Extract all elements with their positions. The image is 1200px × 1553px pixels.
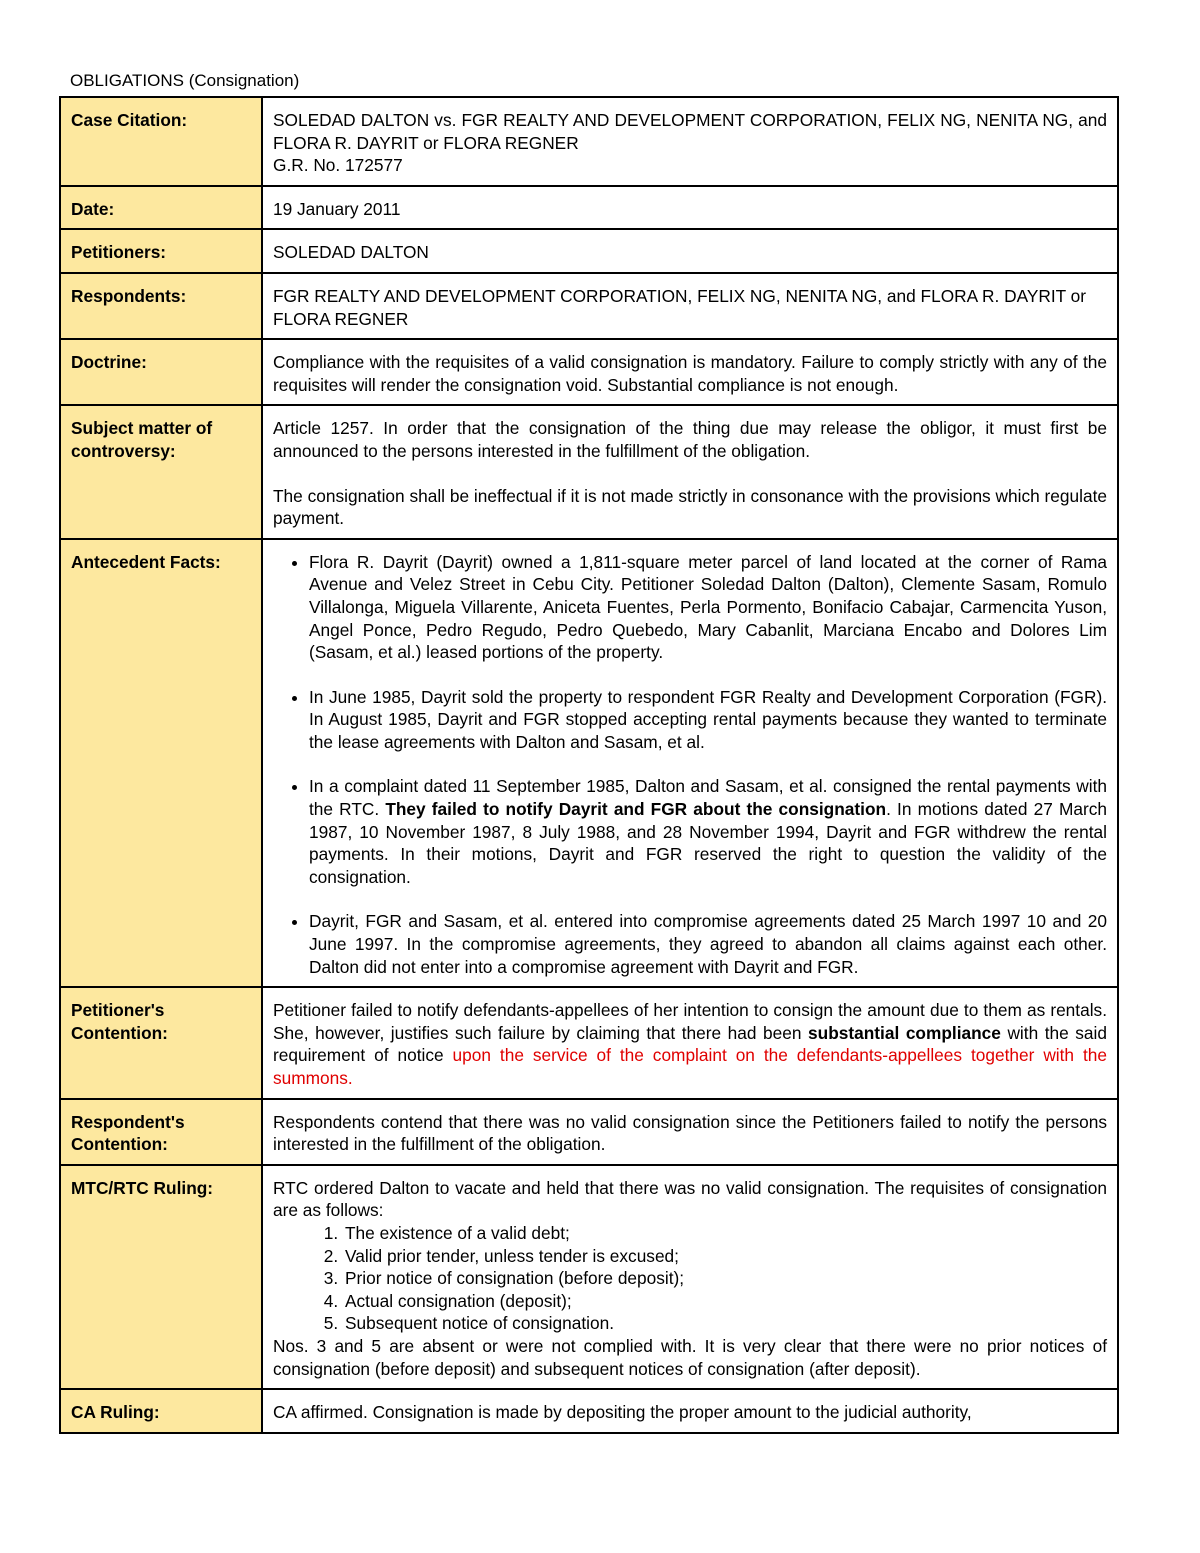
value-antecedent-facts (262, 539, 1118, 988)
label-mtc-rtc-ruling: MTC/RTC Ruling: (60, 1165, 262, 1389)
document-title: OBLIGATIONS (Consignation) (70, 71, 300, 90)
row-mtc-rtc-ruling (60, 1165, 1118, 1389)
value-date: 19 January 2011 (262, 186, 1118, 230)
contention-emphasis: substantial compliance (808, 1022, 1001, 1043)
facts-list (273, 551, 1107, 979)
label-subject-matter: Subject matter of controversy: (60, 405, 262, 538)
contention-text: Petitioner failed to notify defendants-appellees of her intention to consign the amount due to them as rentals. She, however, justifies such failure by claiming that there had been (273, 1000, 1107, 1043)
row-petitioner-contention (60, 987, 1118, 1098)
value-petitioners: SOLEDAD DALTON (262, 229, 1118, 273)
fact-emphasis: They failed to notify Dayrit and FGR about the consignation (385, 799, 887, 820)
ruling-conclusion: Nos. 3 and 5 are absent or were not complied with. It is very clear that there were no prior notices of consignation (before deposit) and subsequent notices of consignation (after deposit). (273, 1335, 1107, 1379)
contention-text: with the said requirement of notice (273, 1022, 1107, 1066)
value-respondent-contention: Respondents contend that there was no valid consignation since the Petitioners failed to notify the persons interested in the fulfillment of the obligation. (262, 1099, 1118, 1165)
requisite-item: 4. Actual consignation (deposit); (343, 1290, 1107, 1313)
label-doctrine: Doctrine: (60, 339, 262, 405)
requisite-item: 1. The existence of a valid debt; (343, 1222, 1107, 1245)
case-parties: SOLEDAD DALTON vs. FGR REALTY AND DEVELOPMENT CORPORATION, FELIX NG, NENITA NG, and FLORA R. DAYRIT or FLORA REGNER (273, 110, 1107, 153)
row-date (60, 186, 1118, 230)
label-petitioner-contention: Petitioner's Contention: (60, 987, 262, 1098)
value-doctrine: Compliance with the requisites of a valid consignation is mandatory. Failure to comply strictly with any of the requisites will render the consignation void. Substantial compliance is not enough. (262, 339, 1118, 405)
requisite-item: 3. Prior notice of consignation (before deposit); (343, 1267, 1107, 1290)
fact-text: In a complaint dated 11 September 1985, Dalton and Sasam, et al. consigned the rental payments with the RTC. (309, 776, 1107, 820)
subject-paragraph-2: The consignation shall be ineffectual if it is not made strictly in consonance with the provisions which regulate payment. (273, 485, 1107, 529)
requisites-list (273, 1222, 1107, 1335)
row-petitioners (60, 229, 1118, 273)
value-petitioner-contention (262, 987, 1118, 1098)
case-number: G.R. No. 172577 (273, 155, 403, 176)
label-case-citation: Case Citation: (60, 97, 262, 186)
ruling-intro: RTC ordered Dalton to vacate and held that there was no valid consignation. The requisites of consignation are as follows: (273, 1177, 1107, 1221)
label-petitioners: Petitioners: (60, 229, 262, 273)
contention-highlight: upon the service of the complaint on the defendants-appellees together with the summons. (273, 1045, 1107, 1088)
requisite-item: 5. Subsequent notice of consignation. (343, 1312, 1107, 1335)
row-respondents (60, 273, 1118, 339)
row-antecedent-facts (60, 539, 1118, 988)
row-ca-ruling (60, 1389, 1118, 1433)
requisite-item: 2. Valid prior tender, unless tender is excused; (343, 1245, 1107, 1268)
label-respondent-contention: Respondent's Contention: (60, 1099, 262, 1165)
fact-item: • In June 1985, Dayrit sold the property to respondent FGR Realty and Development Corporation (FGR). In August 1985, Dayrit and FGR stopped accepting rental payments because they wanted to terminate the lease agreements with Dalton and Sasam, et al. (309, 686, 1107, 754)
row-doctrine (60, 339, 1118, 405)
label-date: Date: (60, 186, 262, 230)
value-subject-matter (262, 405, 1118, 538)
row-respondent-contention (60, 1099, 1118, 1165)
fact-item: • Dayrit, FGR and Sasam, et al. entered into compromise agreements dated 25 March 1997 10 and 20 June 1997. In the compromise agreements, they agreed to abandon all claims against each other. Dalton did not enter into a compromise agreement with Dayrit and FGR. (309, 910, 1107, 978)
value-ca-ruling: CA affirmed. Consignation is made by depositing the proper amount to the judicial authority, (262, 1389, 1118, 1433)
label-ca-ruling: CA Ruling: (60, 1389, 262, 1433)
value-case-citation (262, 97, 1118, 186)
label-respondents: Respondents: (60, 273, 262, 339)
fact-item: • Flora R. Dayrit (Dayrit) owned a 1,811-square meter parcel of land located at the corner of Rama Avenue and Velez Street in Cebu City. Petitioner Soledad Dalton (Dalton), Clemente Sasam, Romulo Villalonga, Miguela Villarente, Aniceta Fuentes, Perla Pormento, Bonifacio Cabajar, Carmencita Yuson, Angel Ponce, Pedro Regudo, Pedro Quebedo, Mary Cabanlit, Marciana Encabo and Dolores Lim (Sasam, et al.) leased portions of the property. (309, 551, 1107, 664)
value-respondents: FGR REALTY AND DEVELOPMENT CORPORATION, FELIX NG, NENITA NG, and FLORA R. DAYRIT or FLORA REGNER (262, 273, 1118, 339)
case-digest-table (59, 96, 1119, 1434)
label-antecedent-facts: Antecedent Facts: (60, 539, 262, 988)
value-mtc-rtc-ruling (262, 1165, 1118, 1389)
row-subject-matter (60, 405, 1118, 538)
fact-item (309, 775, 1107, 888)
fact-text: . In motions dated 27 March 1987, 10 November 1987, 8 July 1988, and 28 November 1994, Dayrit and FGR withdrew the rental payments. In their motions, Dayrit and FGR reserved the right to question the validity of the consignation. (309, 799, 1107, 887)
row-case-citation (60, 97, 1118, 186)
subject-paragraph-1: Article 1257. In order that the consignation of the thing due may release the obligor, it must first be announced to the persons interested in the fulfillment of the obligation. (273, 418, 1107, 461)
